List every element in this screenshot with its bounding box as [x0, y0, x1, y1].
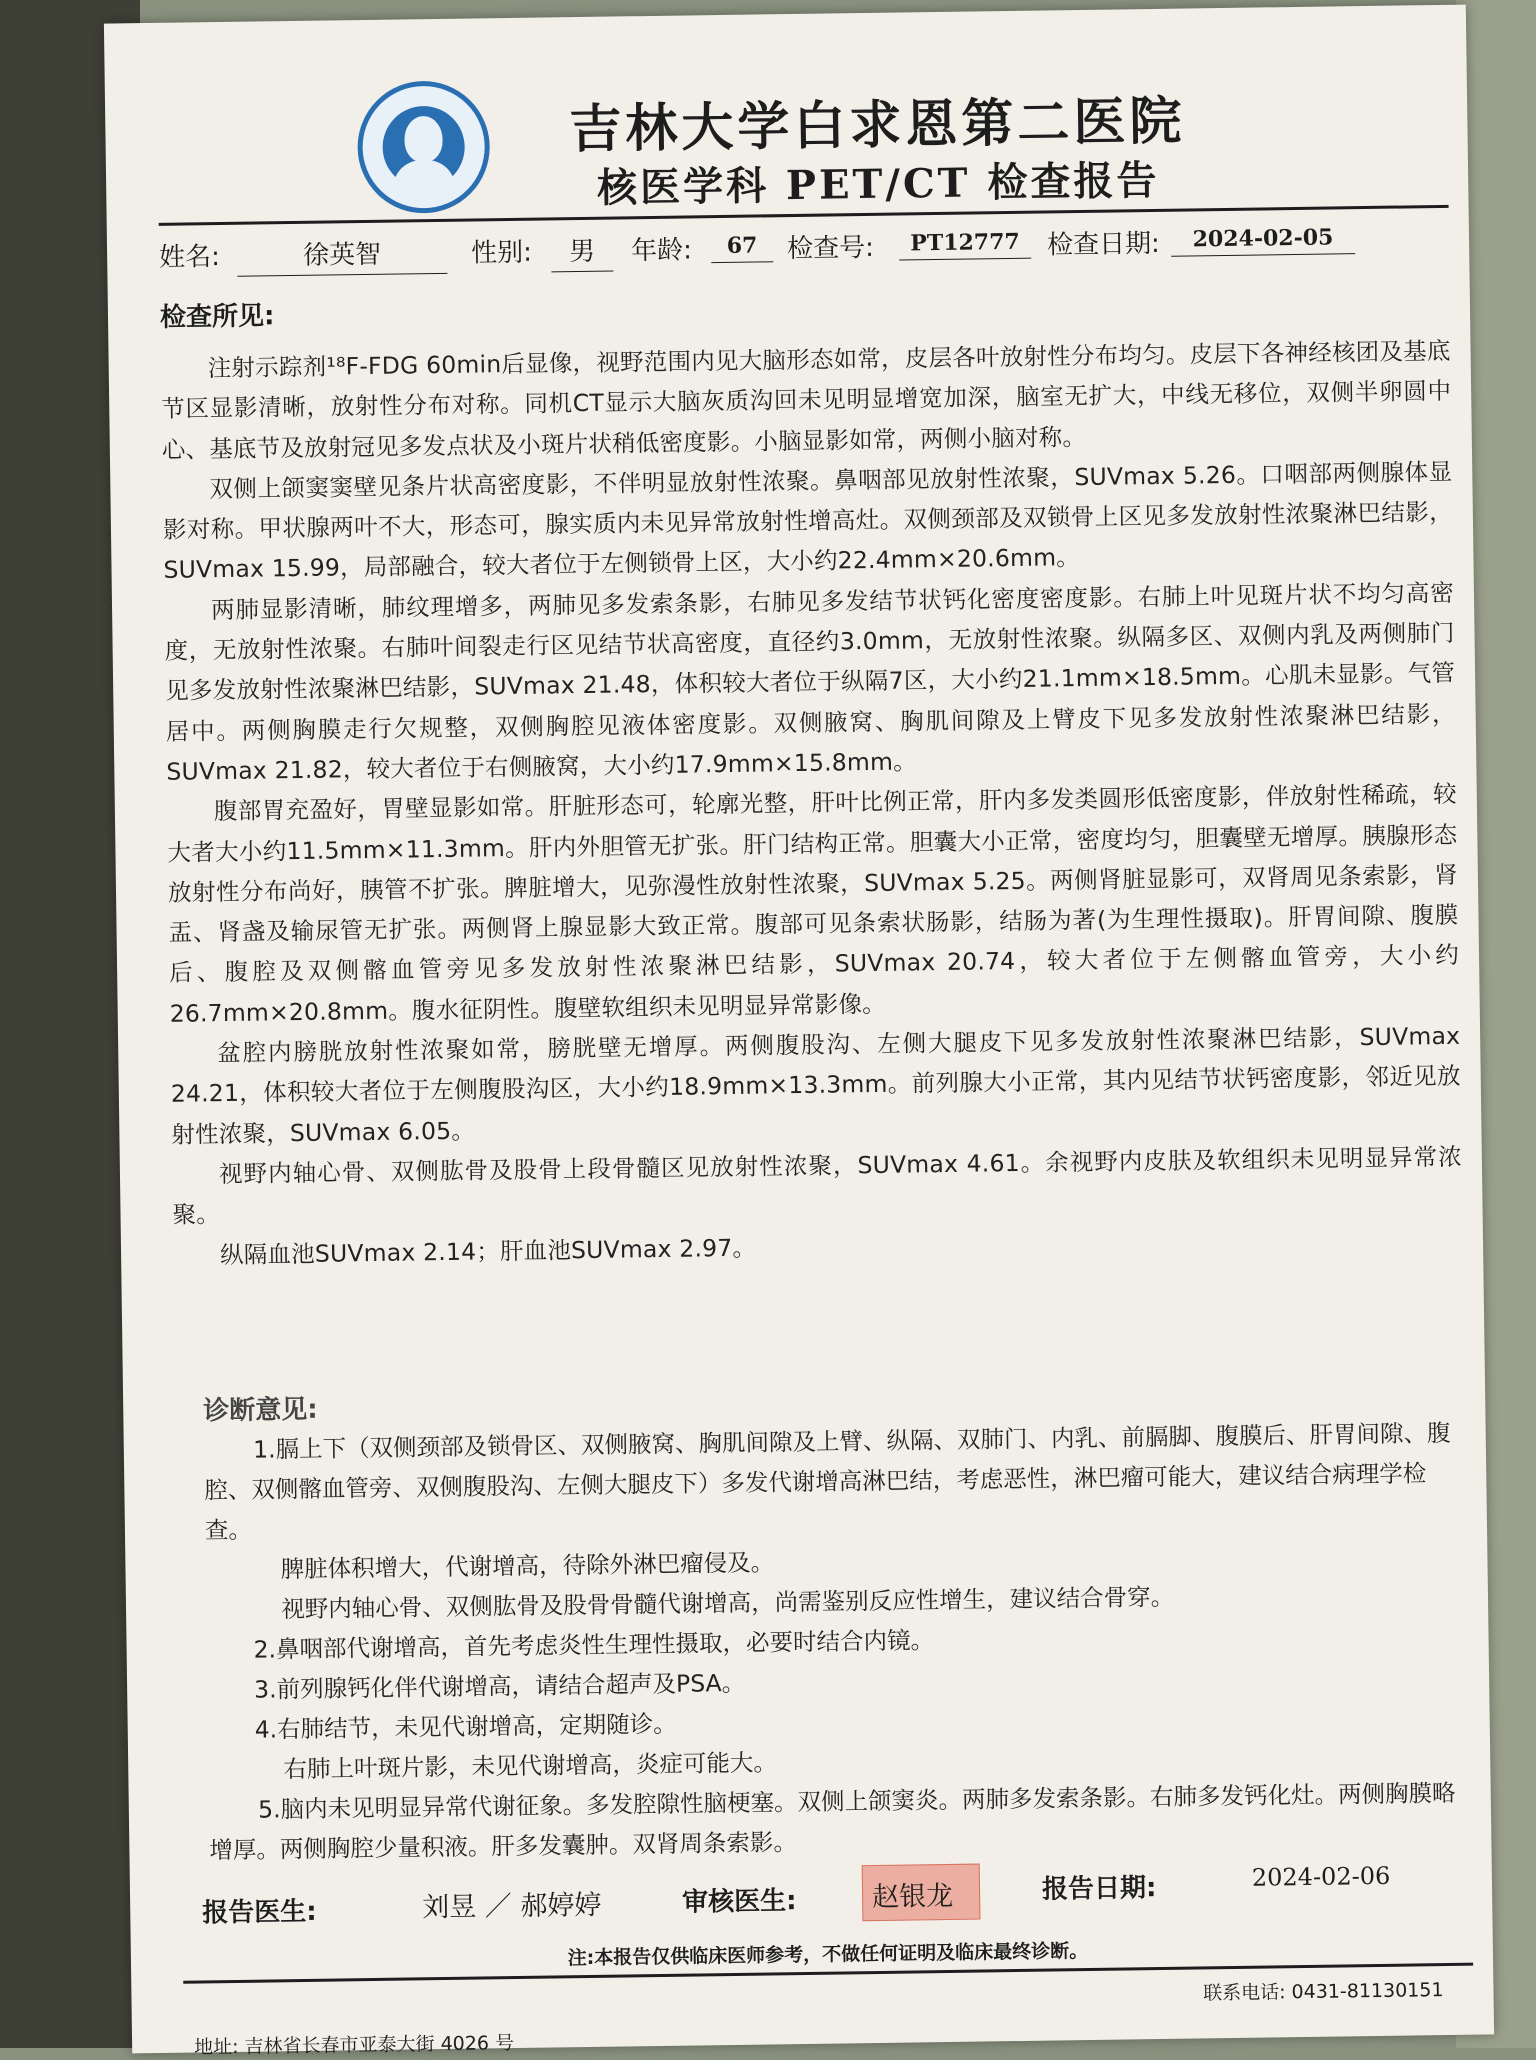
exam-no-label: 检查号:: [786, 232, 875, 265]
diagnosis-title: 诊断意见:: [203, 1394, 318, 1427]
diagnosis-item: 1.膈上下（双侧颈部及锁骨区、双侧腋窝、胸肌间隙及上臂、纵隔、双肺门、内乳、前膈脚、腹膜后、肝胃间隙、腹腔、双侧髂血管旁、双侧腹股沟、左侧大腿皮下）多发代谢增高淋巴结，考虑恶性，淋巴瘤可能大，建议结合病理学检查。: [204, 1418, 1451, 1545]
findings-body: [160, 331, 1463, 1276]
findings-paragraph: 两肺显影清晰，肺纹理增多，两肺见多发索条影，右肺见多发结节状钙化密度密度影。右肺上叶见斑片状不均匀高密度，无放射性浓聚。右肺叶间裂走行区见结节状高密度，直径约3.0mm，无放射性浓聚。纵隔多区、双侧内乳及两侧肺门见多发放射性浓聚淋巴结影，SUVmax 21.48，体积较大者位于纵隔7区，大小约21.1mm×18.5mm。心肌未显影。气管居中。两侧胸膜走行欠规整，双侧胸腔见液体密度影。双侧腋窝、胸肌间隙及上臂皮下见多发放射性浓聚淋巴结影，SUVmax 21.82，较大者位于右侧腋窝，大小约17.9mm×15.8mm。: [164, 578, 1456, 786]
diagnosis-item: 视野内轴心骨、双侧肱骨及股骨骨髓代谢增高，尚需鉴别反应性增生，建议结合骨穿。: [281, 1582, 1175, 1624]
findings-paragraph: 双侧上颌窦窦壁见条片状高密度影，不伴明显放射性浓聚。鼻咽部见放射性浓聚，SUVmax 5.26。口咽部两侧腺体显影对称。甲状腺两叶不大，形态可，腺实质内未见异常放射性增高灶。双侧颈部及双锁骨上区见多发放射性浓聚淋巴结影，SUVmax 15.99，局部融合，较大者位于左侧锁骨上区，大小约22.4mm×20.6mm。: [162, 457, 1454, 585]
hospital-address: 地址: 吉林省长春市亚泰大街 4026 号: [194, 2032, 515, 2059]
diagnosis-item: 5.脑内未见明显异常代谢征象。多发腔隙性脑梗塞。双侧上颌窦炎。两肺多发索条影。右肺多发钙化灶。两侧胸膜略增厚。两侧胸腔少量积液。肝多发囊肿。双肾周条索影。: [209, 1778, 1456, 1865]
patient-age: 67: [711, 232, 773, 263]
exam-number: PT12777: [899, 229, 1031, 261]
findings-paragraph: 盆腔内膀胱放射性浓聚如常，膀胱壁无增厚。两侧腹股沟、左侧大腿皮下见多发放射性浓聚淋巴结影，SUVmax 24.21，体积较大者位于左侧腹股沟区，大小约18.9mm×13.3mm。前列腺大小正常，其内见结节状钙密度影，邻近见放射性浓聚，SUVmax 6.05。: [170, 1021, 1461, 1149]
hospital-name: 吉林大学白求恩第二医院: [568, 90, 1186, 161]
diagnosis-item: 脾脏体积增大，代谢增高，待除外淋巴瘤侵及。: [280, 1548, 775, 1584]
exam-date-label: 检查日期:: [1046, 228, 1161, 261]
name-label: 姓名:: [158, 242, 221, 273]
diagnosis-item: 3.前列腺钙化伴代谢增高，请结合超声及PSA。: [253, 1668, 746, 1704]
disclaimer-note: 注:本报告仅供临床医师参考，不做任何证明及临床最终诊断。: [567, 1940, 1089, 1970]
contact-phone: 联系电话: 0431-81130151: [1202, 1979, 1444, 2005]
findings-paragraph: 视野内轴心骨、双侧肱骨及股骨上段骨髓区见放射性浓聚，SUVmax 4.61。余视野内皮肤及软组织未见明显异常浓聚。: [172, 1142, 1463, 1229]
findings-paragraph: 纵隔血池SUVmax 2.14；肝血池SUVmax 2.97。: [219, 1233, 757, 1269]
diagnosis-body: [204, 1413, 1472, 1871]
sex-label: 性别:: [470, 237, 533, 269]
age-label: 年龄:: [630, 235, 693, 267]
findings-title: 检查所见:: [159, 301, 275, 333]
patient-info-row: [159, 215, 1450, 281]
report-title: 核医学科 PET/CT 检查报告: [596, 156, 1160, 212]
findings-paragraph: 腹部胃充盈好，胃壁显影如常。肝脏形态可，轮廓光整，肝叶比例正常，肝内多发类圆形低密度影，伴放射性稀疏，较大者大小约11.5mm×11.3mm。肝内外胆管无扩张。肝门结构正常。胆囊大小正常，密度均匀，胆囊壁无增厚。胰腺形态放射性分布尚好，胰管不扩张。脾脏增大，见弥漫性放射性浓聚，SUVmax 5.25。两侧肾脏显影可，双肾周见条索影，肾盂、肾盏及输尿管无扩张。两侧肾上腺显影大致正常。腹部可见条索状肠影，结肠为著(为生理性摄取)。肝胃间隙、腹膜后、腹腔及双侧髂血管旁见多发放射性浓聚淋巴结影，SUVmax 20.74，较大者位于左侧髂血管旁，大小约26.7mm×20.8mm。腹水征阴性。腹壁软组织未见明显异常影像。: [167, 780, 1460, 1028]
exam-date: 2024-02-05: [1171, 224, 1355, 257]
patient-sex: 男: [551, 231, 614, 273]
diagnosis-item: 2.鼻咽部代谢增高，首先考虑炎性生理性摄取，必要时结合内镜。: [253, 1626, 935, 1664]
signature-row: [182, 1861, 1473, 1939]
reviewer-signature: 赵银龙: [871, 1880, 954, 1914]
report-page: [156, 33, 1463, 2059]
reporter-label: 报告医生:: [202, 1896, 317, 1929]
report-paper: [104, 5, 1494, 2059]
report-date-label: 报告日期:: [1041, 1873, 1157, 1905]
report-date: 2024-02-06: [1251, 1861, 1391, 1892]
diagnosis-item: 右肺上叶斑片影，未见代谢增高，炎症可能大。: [283, 1748, 778, 1784]
diagnosis-item: 4.右肺结节，未见代谢增高，定期随诊。: [254, 1709, 677, 1744]
reporter-signature: 刘昱 ／ 郝婷婷: [422, 1889, 602, 1924]
patient-name: 徐英智: [237, 233, 448, 277]
findings-paragraph: 注射示踪剂¹⁸F-FDG 60min后显像，视野范围内见大脑形态如常，皮层各叶放射性分布均匀。皮层下各神经核团及基底节区显影清晰，放射性分布对称。同机CT显示大脑灰质沟回未见明显增宽加深，脑室无扩大，中线无移位，双侧半卵圆中心、基底节及放射冠见多发点状及小斑片状稍低密度影。小脑显影如常，两侧小脑对称。: [161, 336, 1452, 464]
reviewer-label: 审核医生:: [681, 1886, 797, 1918]
